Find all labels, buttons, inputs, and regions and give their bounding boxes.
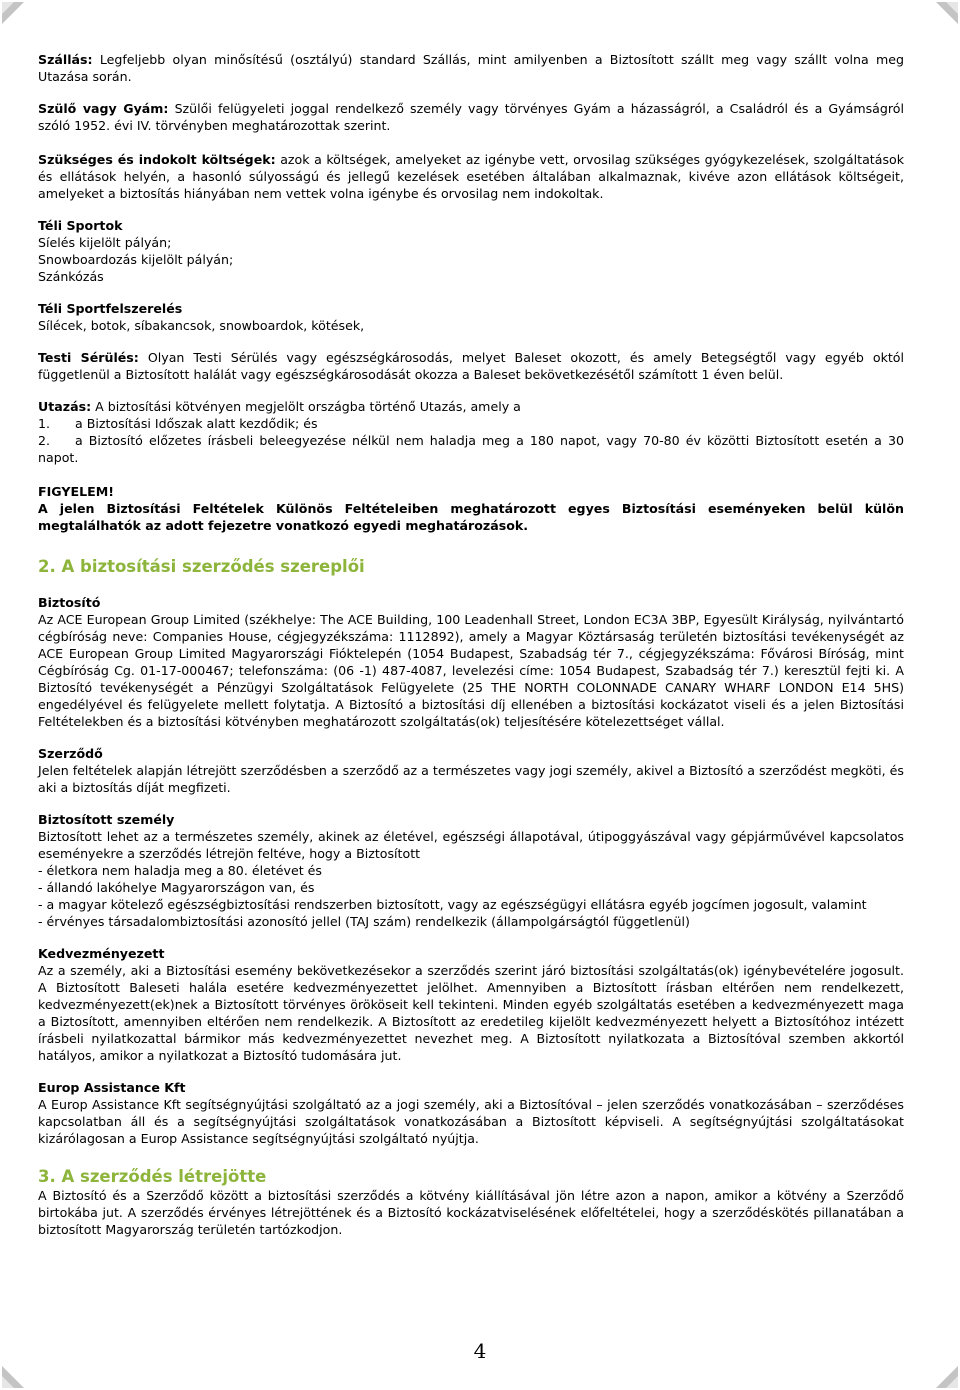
list-item: Snowboardozás kijelölt pályán;: [38, 252, 234, 267]
party-title: Kedvezményezett: [38, 946, 165, 961]
definition-text: Olyan Testi Sérülés vagy egészségkárosodás, melyet Baleset okozott, és amely Betegségtől vagy egyéb októl függetlenül a Biztosított halálát vagy egészségkárosodását okozza a Baleset bekövetkezésétől számított 1 éven belül.: [38, 350, 905, 382]
list-number: 1.: [38, 416, 51, 431]
party-title: Szerződő: [38, 746, 103, 761]
definition-szukseges-koltsegek: [38, 151, 904, 202]
party-szerzodo: [38, 745, 904, 796]
definition-utazas: [38, 398, 904, 466]
party-text: Az ACE European Group Limited (székhelye: The ACE Building, 100 Leadenhall Street, London EC3A 3BP, Egyesült Királyság, nyilvántartó cégbíróság neve: Companies House, cégjegyzékszáma: 1112892), amely a Magyar Köztársaság területén biztosítási tevékenységét az ACE European Group Limited Magyarországi Fióktelepén (1054 Budapest, Szabadság tér 7., cégjegyzékszáma: Fővárosi Bíróság, mint Cégbíróság Cg. 01-17-000467; telefonszáma: (06 -1) 487-4087, levelezési címe: 1054 Budapest, Szabadság tér 7.) keresztül fejti ki. A Biztosító tevékenységét a Pénzügyi Szolgáltatások Felügyelete (25 THE NORTH COLONNADE CANARY WHARF LONDON E14 5HS) engedélyével és felügyelete mellett folytatja. A Biztosító a biztosítási díj ellenében a biztosítási kockázatot viseli és a jelen Biztosítási Feltételekben és a biztosítási kötvényben meghatározott szolgáltatás(ok) teljesítésére kötelezettséget vállal.: [38, 612, 904, 729]
definition-testi-serules: [38, 349, 904, 383]
definition-text: Legfeljebb olyan minősítésű (osztályú) standard Szállás, mint amilyenben a Biztosított szállt meg vagy szállt volna meg Utazása során.: [38, 52, 904, 84]
list-number: 2.: [38, 433, 51, 448]
corner-mark-bottom-right-icon: [936, 1366, 958, 1388]
notice-title: FIGYELEM!: [38, 484, 114, 499]
definition-term: Szükséges és indokolt költségek:: [38, 152, 276, 167]
definition-term: Szállás:: [38, 52, 93, 67]
definition-text: Szülői felügyeleti joggal rendelkező személy vagy törvényes Gyám a házasságról, a Családról és a Gyámságról szóló 1952. évi IV. törvényben meghatározottak szerint.: [38, 101, 904, 133]
definition-term: Téli Sportok: [38, 218, 123, 233]
party-title: Biztosított személy: [38, 812, 175, 827]
list-item: - érvényes társadalombiztosítási azonosító jellel (TAJ szám) rendelkezik (állampolgárságtól függetlenül): [38, 914, 690, 929]
party-text: Az a személy, aki a Biztosítási esemény bekövetkezésekor a szerződés szerint járó biztosítási szolgáltatás(ok) igénybevételére jogosult. A Biztosított Baleseti halála esetére kedvezményezettet jelölhet. Amennyiben a Biztosított írásban eltérően nem rendelkezett, kedvezményezett(ek)nek a Biztosított törvényes örököseit kell tekinteni. Minden egyéb szolgáltatás esetében a kedvezményezett maga a Biztosított, amennyiben eltérően nem rendelkezik. A Biztosított az eredetileg kijelölt kedvezményezett helyett a Biztosítóhoz intézett írásbeli nyilatkozattal bármikor más kedvezményezettet nevezhet meg. A Biztosított nyilatkozata a Biztosítóval szemben akkortól hatályos, amikor a nyilatkozat a Biztosító tudomására jut.: [38, 963, 904, 1063]
list-item: Síelés kijelölt pályán;: [38, 235, 172, 250]
list-item: Szánkózás: [38, 269, 104, 284]
party-title: Europ Assistance Kft: [38, 1080, 186, 1095]
party-kedvezmenyezett: [38, 945, 904, 1064]
notice-block: [38, 483, 904, 534]
corner-mark-bottom-left-icon: [2, 1366, 24, 1388]
definition-term: Utazás:: [38, 399, 92, 414]
party-title: Biztosító: [38, 595, 101, 610]
list-text: a Biztosító előzetes írásbeli beleegyezése nélkül nem haladja meg a 180 napot, vagy 70-80 év közötti Biztosított esetén a 30 napot.: [38, 433, 904, 465]
definition-szulo-gyam: [38, 100, 904, 134]
document-page: [38, 51, 904, 1253]
list-item: - életkora nem haladja meg a 80. életévet és: [38, 863, 322, 878]
party-text: Biztosított lehet az a természetes személy, akinek az életével, egészségi állapotával, útipoggyászával vagy gépjárművével kapcsolatos eseményekre a szerződés létrejön feltéve, hogy a Biztosított: [38, 829, 904, 861]
party-europ-assistance: [38, 1079, 904, 1147]
definition-teli-sportfelszereles: [38, 300, 904, 334]
definition-szallas: [38, 51, 904, 85]
list-item: - állandó lakóhelye Magyarországon van, és: [38, 880, 315, 895]
list-item: [38, 415, 904, 432]
party-text: A Europ Assistance Kft segítségnyújtási szolgáltató az a jogi személy, aki a Biztosítóval – jelen szerződés vonatkozásában – szerződéses kapcsolatban áll és a segítségnyújtási szolgáltatások vonatkozásában a Biztosított képviseli. A segítségnyújtási szolgáltatásokat kizárólagosan a Europ Assistance segítségnyújtási szolgáltató nyújtja.: [38, 1097, 904, 1146]
definition-teli-sportok: [38, 217, 904, 285]
notice-text: A jelen Biztosítási Feltételek Különös Feltételeiben meghatározott egyes Biztosítási eseményeken belül külön megtalálhatók az adott fejezetre vonatkozó egyedi meghatározások.: [38, 501, 904, 533]
list-item: [38, 432, 904, 466]
definition-term: Téli Sportfelszerelés: [38, 301, 183, 316]
section-heading-3: 3. A szerződés létrejötte: [38, 1167, 267, 1186]
corner-mark-top-left-icon: [2, 2, 24, 24]
party-text: Jelen feltételek alapján létrejött szerződésben a szerződő az a természetes vagy jogi személy, akivel a Biztosító a szerződést megköti, és aki a biztosítás díját megfizeti.: [38, 763, 904, 795]
definition-text: A biztosítási kötvényen megjelölt országba történő Utazás, amely a: [91, 399, 521, 414]
section-heading-2: 2. A biztosítási szerződés szereplői: [38, 557, 365, 576]
list-text: a Biztosítási Időszak alatt kezdődik; és: [75, 416, 318, 431]
definition-text: azok a költségek, amelyeket az igénybe vett, orvosilag szükséges gyógykezelések, szolgáltatások és ellátások helyén, a hasonló súlyosságú és jellegű kezelések esetében általában alkalmaznak, kivéve azon ellátások költségeit, amelyeket a biztosítás hiányában nem vettek volna igénybe és orvosilag nem indokoltak.: [38, 152, 905, 201]
section-3-text: A Biztosító és a Szerződő között a biztosítási szerződés a kötvény kiállításával jön létre azon a napon, amikor a kötvény a Szerződő birtokába jut. A szerződés érvényes létrejöttének és a Biztosító kockázatviselésének előfeltételei, hogy a szerződéskötés pillanatában a biztosított Magyarország területén tartózkodjon.: [38, 1188, 904, 1237]
party-biztosito: [38, 594, 904, 730]
party-biztositott: [38, 811, 904, 930]
definition-term: Testi Sérülés:: [38, 350, 139, 365]
list-item: - a magyar kötelező egészségbiztosítási rendszerben biztosított, vagy az egészségügyi ellátásra egyéb jogcímen jogosult, valamint: [38, 897, 867, 912]
list-item: Sílécek, botok, síbakancsok, snowboardok, kötések,: [38, 318, 365, 333]
definition-term: Szülő vagy Gyám:: [38, 101, 169, 116]
corner-mark-top-right-icon: [936, 2, 958, 24]
page-number: 4: [473, 1339, 487, 1363]
